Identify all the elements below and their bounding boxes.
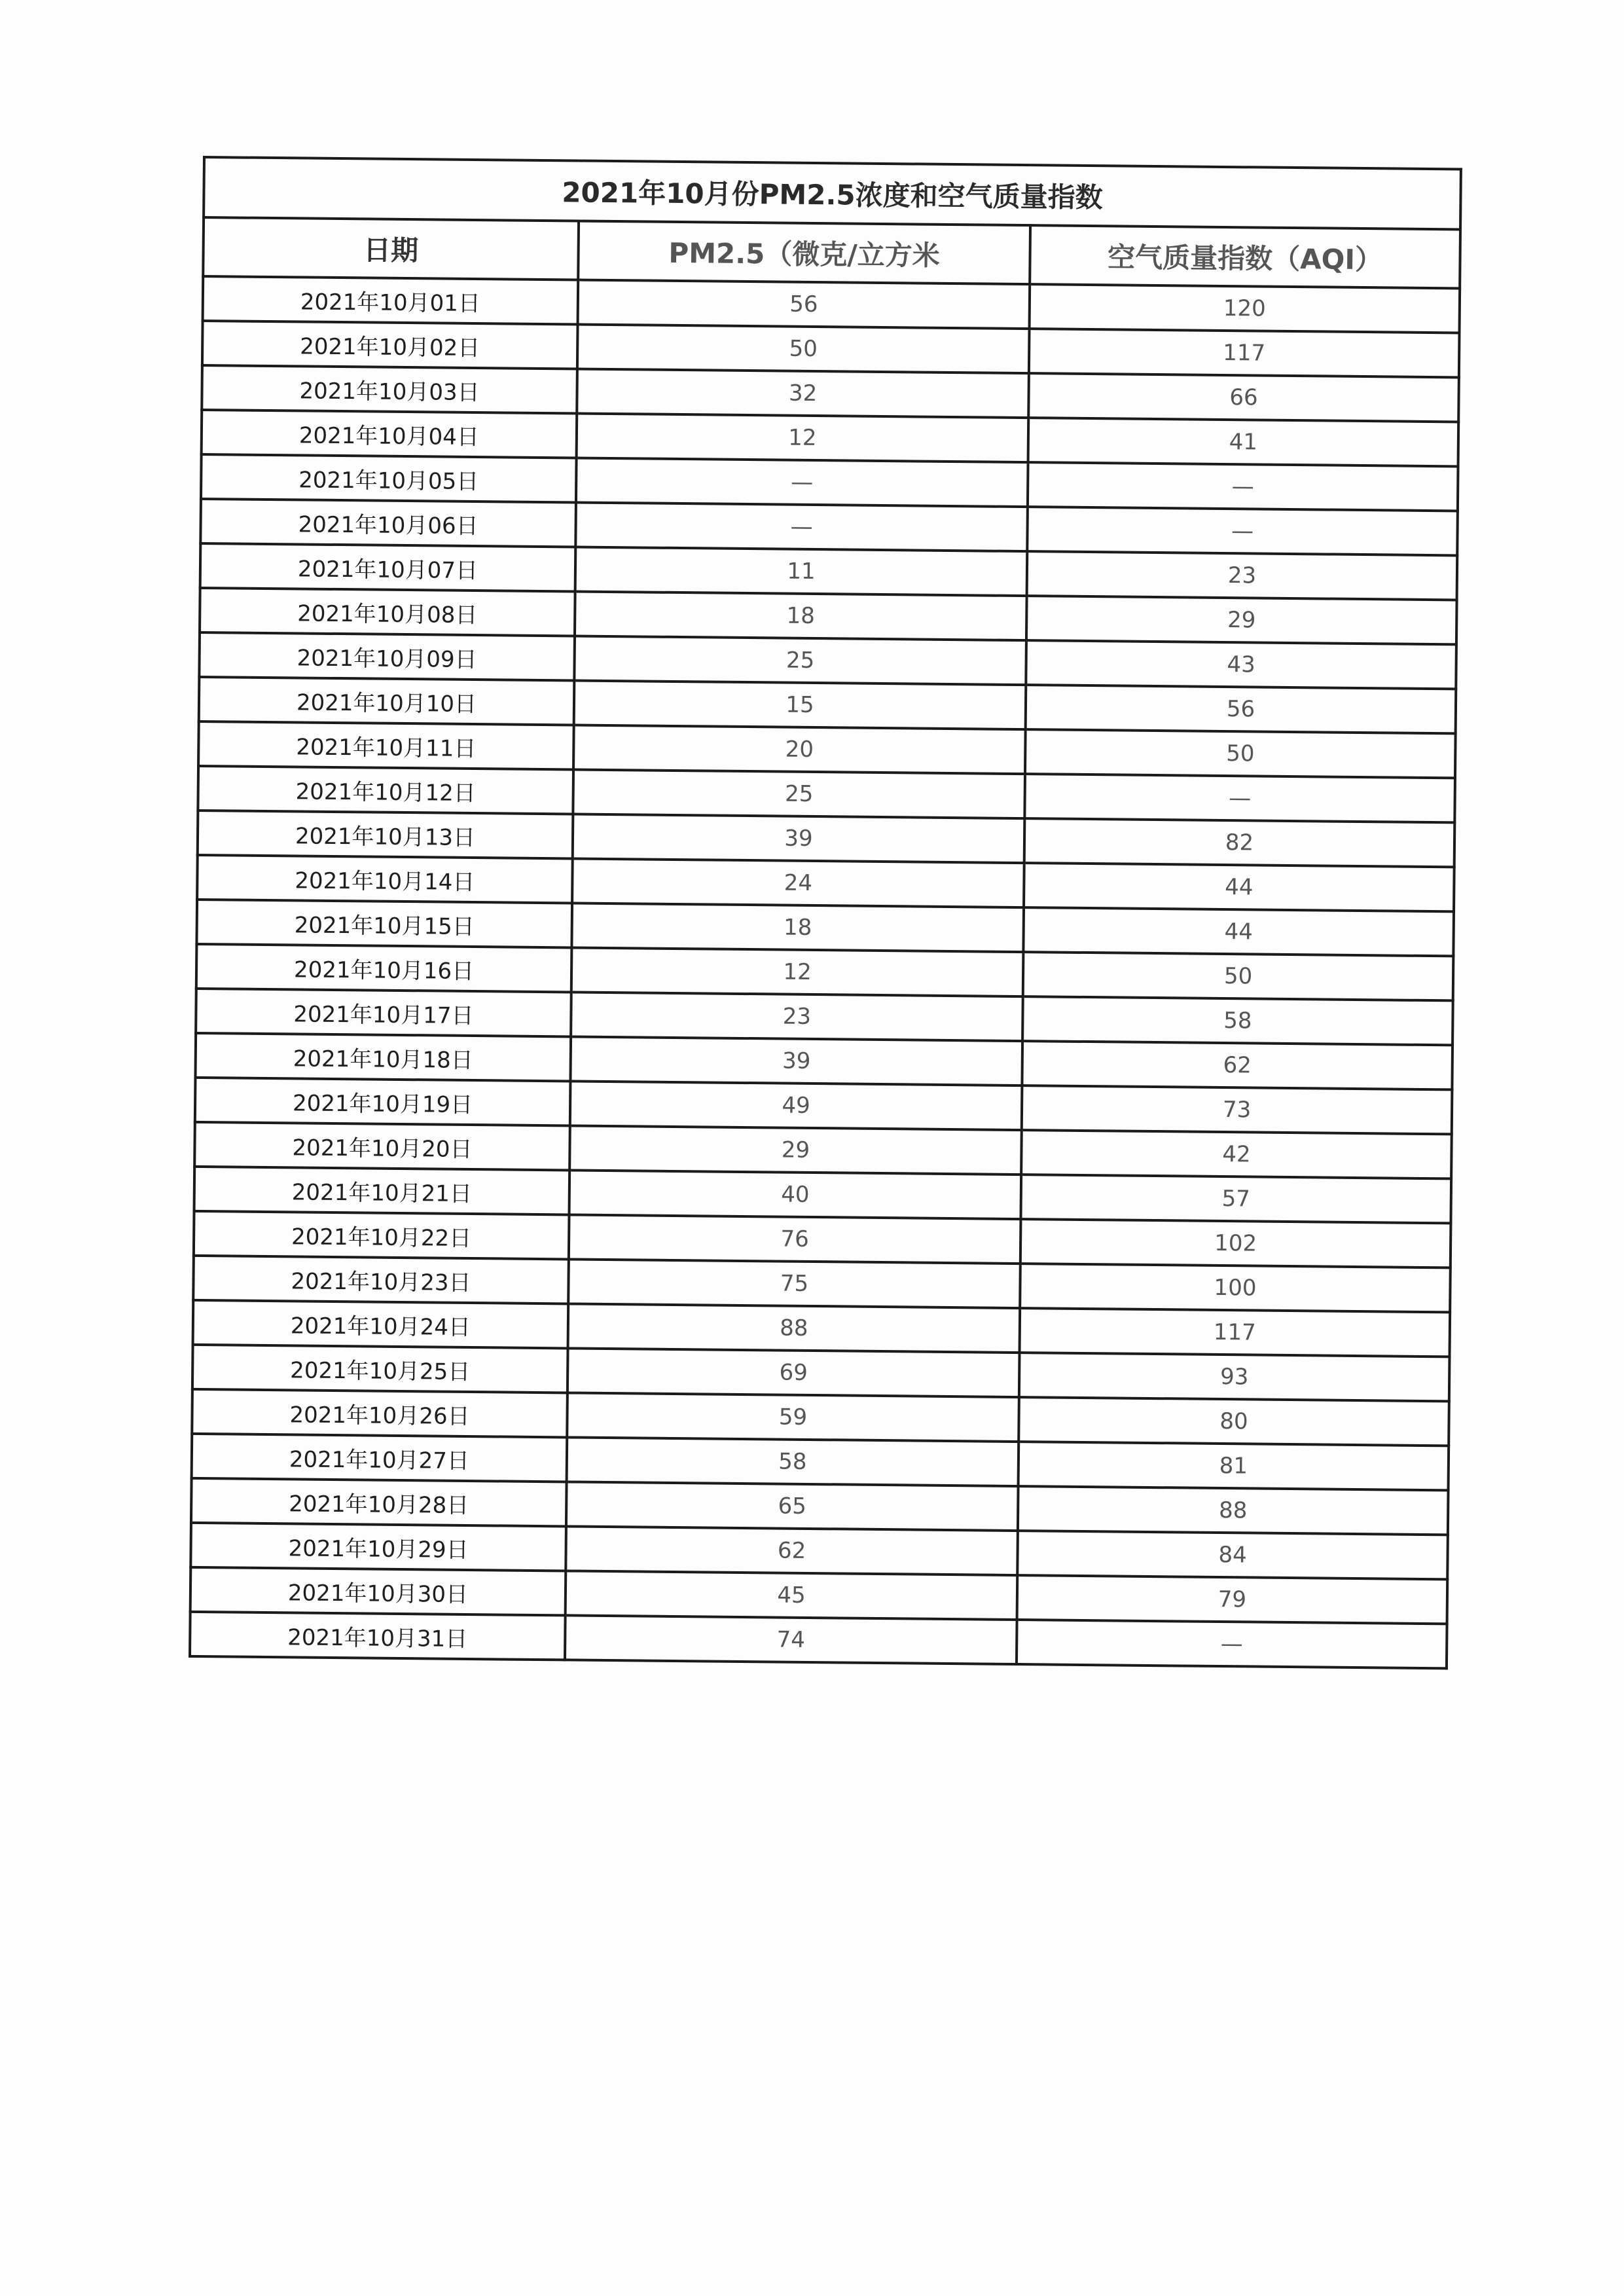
header-aqi: 空气质量指数（AQI） [1030, 225, 1460, 288]
pm25-cell: 75 [568, 1259, 1020, 1308]
date-cell: 2021年10月30日 [190, 1567, 566, 1615]
aqi-cell: 50 [1023, 952, 1454, 1000]
aqi-cell: 102 [1020, 1219, 1451, 1267]
date-cell: 2021年10月07日 [200, 543, 576, 591]
pm25-cell: 29 [569, 1125, 1022, 1175]
date-cell: 2021年10月08日 [200, 588, 575, 636]
date-cell: 2021年10月12日 [198, 766, 573, 814]
date-cell: 2021年10月20日 [194, 1122, 570, 1170]
aqi-cell: 117 [1029, 329, 1460, 377]
date-cell: 2021年10月26日 [192, 1389, 568, 1437]
aqi-cell: 43 [1026, 640, 1456, 689]
aqi-cell: — [1017, 1620, 1447, 1668]
pm25-cell: 56 [578, 280, 1030, 329]
date-cell: 2021年10月06日 [200, 499, 576, 547]
date-cell: 2021年10月19日 [195, 1078, 571, 1125]
aqi-cell: 62 [1022, 1041, 1453, 1089]
pm25-cell: 12 [577, 414, 1029, 463]
pm25-cell: 32 [577, 369, 1029, 418]
pm25-cell: 58 [567, 1437, 1019, 1486]
pm25-cell: 65 [566, 1482, 1019, 1531]
aqi-cell: 57 [1020, 1175, 1451, 1223]
date-cell: 2021年10月24日 [193, 1300, 569, 1348]
table-body [190, 276, 1460, 1668]
date-cell: 2021年10月09日 [199, 632, 575, 680]
aqi-cell: — [1028, 462, 1458, 511]
date-cell: 2021年10月17日 [196, 989, 571, 1036]
aqi-cell: 88 [1018, 1486, 1449, 1535]
date-cell: 2021年10月21日 [194, 1167, 570, 1214]
aqi-cell: 100 [1020, 1264, 1451, 1312]
table-title: 2021年10月份PM2.5浓度和空气质量指数 [204, 157, 1461, 229]
pm25-cell: 88 [568, 1303, 1020, 1353]
aqi-cell: 120 [1030, 284, 1460, 333]
pm25-cell: 62 [566, 1526, 1018, 1575]
aqi-cell: 93 [1019, 1353, 1450, 1401]
pm25-cell: 39 [570, 1036, 1022, 1085]
date-cell: 2021年10月11日 [198, 721, 574, 769]
date-cell: 2021年10月25日 [192, 1345, 568, 1393]
aqi-cell: — [1024, 774, 1455, 822]
date-cell: 2021年10月31日 [190, 1612, 566, 1660]
aqi-cell: 84 [1017, 1531, 1448, 1579]
pm25-cell: 76 [569, 1214, 1021, 1264]
aqi-cell: 81 [1019, 1442, 1449, 1490]
pm25-cell: 74 [565, 1615, 1017, 1664]
aqi-cell: 56 [1026, 685, 1456, 733]
aqi-cell: 80 [1019, 1397, 1449, 1446]
date-cell: 2021年10月02日 [202, 321, 578, 369]
aqi-cell: — [1027, 507, 1458, 555]
aqi-cell: 82 [1024, 818, 1455, 867]
pm25-cell: 25 [573, 769, 1025, 818]
date-cell: 2021年10月15日 [196, 900, 572, 947]
aqi-cell: 44 [1023, 907, 1454, 956]
aqi-cell: 29 [1026, 596, 1457, 644]
date-cell: 2021年10月10日 [199, 677, 575, 725]
aqi-cell: 23 [1027, 551, 1458, 600]
aqi-cell: 66 [1028, 373, 1459, 422]
pm25-cell: 59 [567, 1393, 1019, 1442]
pm25-cell: 23 [571, 992, 1023, 1041]
date-cell: 2021年10月28日 [191, 1478, 567, 1526]
aqi-table [189, 156, 1462, 1669]
pm25-cell: 24 [572, 858, 1024, 907]
header-date: 日期 [203, 217, 579, 280]
pm25-cell: 18 [575, 591, 1027, 640]
aqi-cell: 58 [1022, 996, 1453, 1045]
aqi-cell: 44 [1024, 863, 1454, 911]
aqi-cell: 42 [1021, 1130, 1452, 1178]
date-cell: 2021年10月13日 [198, 811, 573, 858]
date-cell: 2021年10月03日 [202, 365, 577, 413]
pm25-cell: 15 [574, 680, 1026, 729]
date-cell: 2021年10月04日 [202, 410, 577, 458]
pm25-cell: 49 [570, 1081, 1022, 1130]
aqi-cell: 73 [1022, 1085, 1453, 1134]
pm25-cell: 69 [568, 1348, 1020, 1397]
date-cell: 2021年10月22日 [194, 1211, 569, 1259]
aqi-cell: 79 [1017, 1575, 1448, 1624]
date-cell: 2021年10月01日 [203, 276, 579, 324]
pm25-cell: 18 [571, 903, 1024, 952]
pm25-cell: 39 [573, 814, 1025, 863]
pm25-cell: 25 [574, 636, 1026, 685]
date-cell: 2021年10月18日 [195, 1033, 571, 1081]
pm25-cell: 45 [566, 1571, 1018, 1620]
date-cell: 2021年10月27日 [192, 1434, 568, 1482]
pm25-cell: — [576, 458, 1028, 507]
pm25-cell: — [575, 502, 1028, 551]
date-cell: 2021年10月23日 [193, 1256, 569, 1303]
pm25-cell: 11 [575, 547, 1028, 596]
pm25-cell: 40 [569, 1170, 1021, 1219]
date-cell: 2021年10月29日 [190, 1523, 566, 1571]
aqi-cell: 41 [1028, 418, 1459, 466]
pm25-cell: 50 [577, 325, 1030, 374]
pm25-cell: 20 [573, 725, 1026, 774]
aqi-cell: 117 [1020, 1308, 1451, 1357]
date-cell: 2021年10月05日 [201, 454, 577, 502]
aqi-cell: 50 [1025, 729, 1456, 778]
date-cell: 2021年10月14日 [197, 855, 573, 903]
pm25-cell: 12 [571, 947, 1024, 996]
header-pm25: PM2.5（微克/立方米 [578, 221, 1030, 285]
date-cell: 2021年10月16日 [196, 944, 572, 992]
